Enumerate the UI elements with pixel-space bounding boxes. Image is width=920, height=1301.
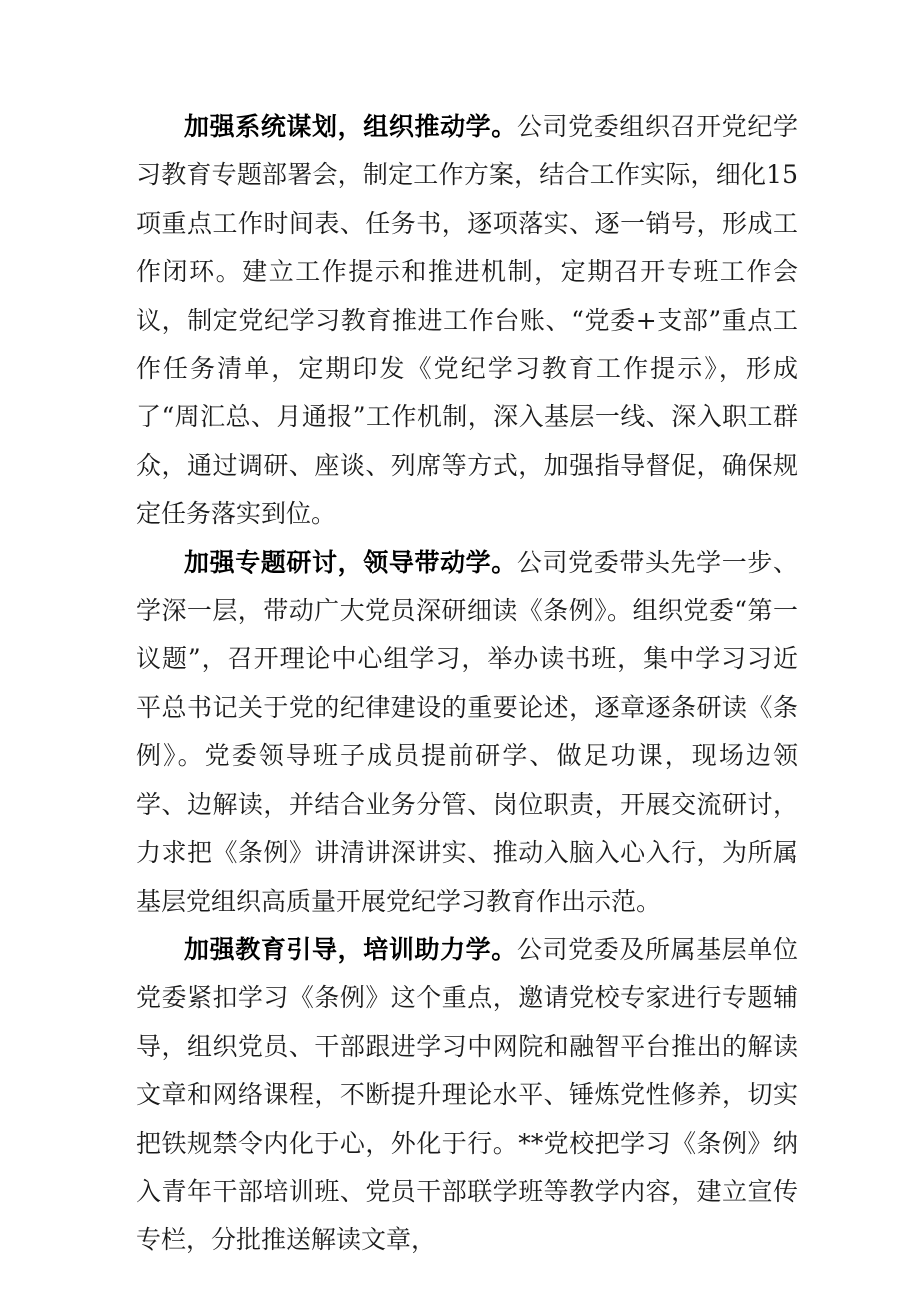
document-body xyxy=(136,103,798,1265)
paragraph-3-heading: 加强教育引导，培训助力学。 xyxy=(184,934,517,964)
paragraph-1 xyxy=(136,103,798,539)
paragraph-1-heading: 加强系统谋划，组织推动学。 xyxy=(184,112,517,141)
paragraph-3 xyxy=(136,926,798,1265)
paragraph-1-text: 公司党委组织召开党纪学习教育专题部署会，制定工作方案，结合工作实际，细化15项重点工作时间表、任务书，逐项落实、逐一销号，形成工作闭环。建立工作提示和推进机制，定期召开专班工作会议，制定党纪学习教育推进工作台账、“党委+支部”重点工作任务清单，定期印发《党纪学习教育工作提示》，形成了“周汇总、月通报”工作机制，深入基层一线、深入职工群众，通过调研、座谈、列席等方式，加强指导督促，确保规定任务落实到位。 xyxy=(136,112,798,529)
paragraph-3-text: 公司党委及所属基层单位党委紧扣学习《条例》这个重点，邀请党校专家进行专题辅导，组织党员、干部跟进学习中网院和融智平台推出的解读文章和网络课程，不断提升理论水平、锤炼党性修养，切实把铁规禁令内化于心，外化于行。**党校把学习《条例》纳入青年干部培训班、党员干部联学班等教学内容，建立宣传专栏，分批推送解读文章， xyxy=(136,934,798,1255)
paragraph-2-heading: 加强专题研讨，领导带动学。 xyxy=(184,547,517,577)
paragraph-2 xyxy=(136,539,798,926)
paragraph-2-text: 公司党委带头先学一步、学深一层，带动广大党员深研细读《条例》。组织党委“第一议题”，召开理论中心组学习，举办读书班，集中学习习近平总书记关于党的纪律建设的重要论述，逐章逐条研读《条例》。党委领导班子成员提前研学、做足功课，现场边领学、边解读，并结合业务分管、岗位职责，开展交流研讨，力求把《条例》讲清讲深讲实、推动入脑入心入行，为所属基层党组织高质量开展党纪学习教育作出示范。 xyxy=(136,547,798,916)
